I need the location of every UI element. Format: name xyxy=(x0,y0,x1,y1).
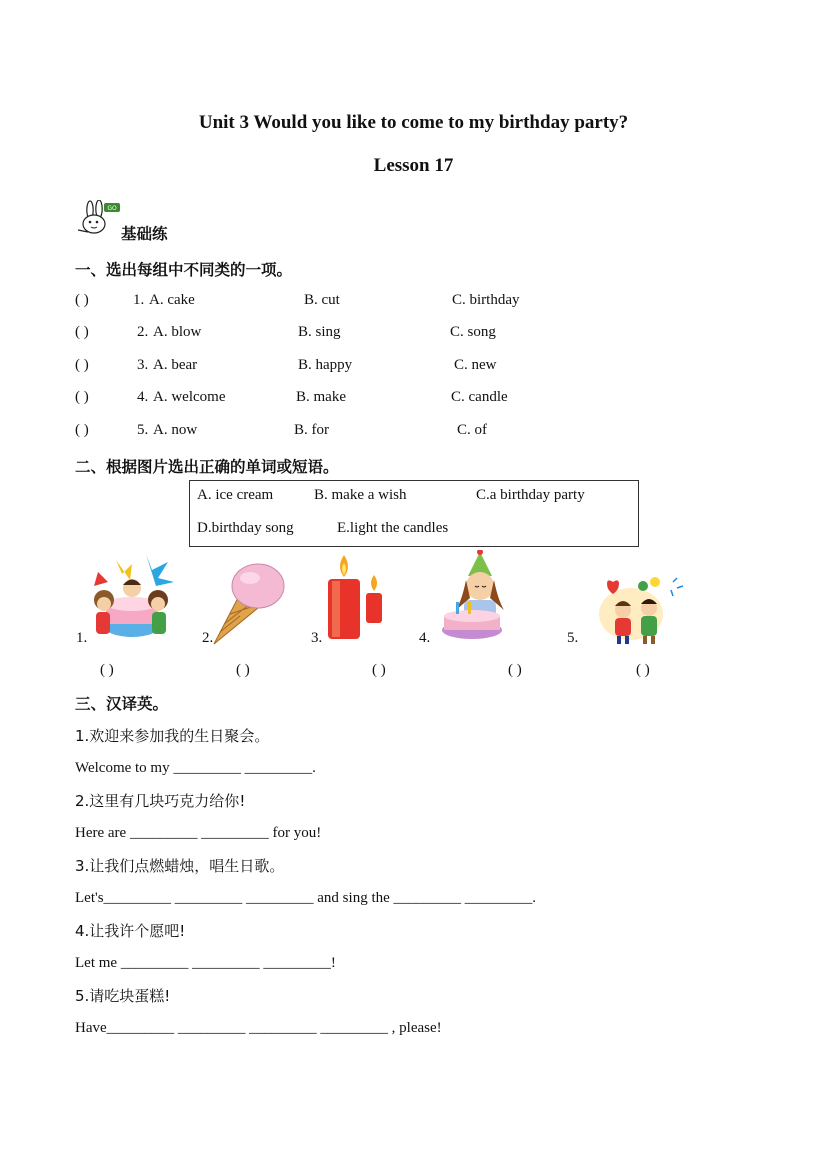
singing-kids-icon xyxy=(595,576,687,651)
translation-answer-line[interactable]: Welcome to my _________ _________. xyxy=(75,760,316,776)
answer-paren[interactable]: ( ) xyxy=(372,662,386,678)
answer-paren[interactable]: ( ) xyxy=(100,662,114,678)
page-title: Unit 3 Would you like to come to my birthday party? xyxy=(198,112,629,133)
question-number: 3. xyxy=(137,357,149,373)
translation-prompt: 2.这里有几块巧克力给你! xyxy=(75,792,246,810)
option-c: C. birthday xyxy=(452,292,520,308)
answer-paren[interactable]: ( ) xyxy=(236,662,250,678)
picture-number: 5. xyxy=(567,630,579,646)
candles-icon xyxy=(324,553,386,646)
option-b: B. make xyxy=(296,389,346,405)
option-c: C. new xyxy=(454,357,497,373)
picture-number: 4. xyxy=(419,630,431,646)
question-number: 5. xyxy=(137,422,149,438)
svg-text:GO: GO xyxy=(107,205,117,212)
option-a: A. now xyxy=(153,422,198,438)
question-number: 4. xyxy=(137,389,149,405)
answer-paren[interactable]: ( ) xyxy=(75,357,89,373)
word-bank-option: B. make a wish xyxy=(314,487,407,503)
answer-paren[interactable]: ( ) xyxy=(75,422,89,438)
option-a: A. blow xyxy=(153,324,202,340)
answer-paren[interactable]: ( ) xyxy=(75,292,89,308)
translation-prompt: 1.欢迎来参加我的生日聚会。 xyxy=(75,727,270,745)
translation-prompt: 4.让我许个愿吧! xyxy=(75,922,186,940)
word-bank-option: C.a birthday party xyxy=(476,487,585,503)
option-b: B. for xyxy=(294,422,329,438)
option-c: C. candle xyxy=(451,389,508,405)
option-a: A. welcome xyxy=(153,389,226,405)
option-a: A. cake xyxy=(149,292,195,308)
translation-answer-line[interactable]: Let's_________ _________ _________ and sing the _________ _________. xyxy=(75,890,537,906)
option-b: B. cut xyxy=(304,292,340,308)
lesson-title: Lesson 17 xyxy=(373,155,454,176)
party-kids-icon xyxy=(86,552,176,649)
option-a: A. bear xyxy=(153,357,198,373)
girl-wish-cake-icon xyxy=(436,550,516,647)
option-b: B. happy xyxy=(298,357,353,373)
translation-answer-line[interactable]: Here are _________ _________ for you! xyxy=(75,825,322,841)
translation-prompt: 5.请吃块蛋糕! xyxy=(75,987,171,1005)
bunny-icon xyxy=(76,200,122,241)
option-c: C. of xyxy=(457,422,487,438)
word-bank-option: E.light the candles xyxy=(337,520,449,536)
ice-cream-icon xyxy=(210,560,288,651)
picture-number: 3. xyxy=(311,630,323,646)
section-badge-label: 基础练 xyxy=(121,225,168,243)
picture-number: 2. xyxy=(202,630,214,646)
answer-paren[interactable]: ( ) xyxy=(75,389,89,405)
question-number: 2. xyxy=(137,324,149,340)
word-bank-option: A. ice cream xyxy=(197,487,274,503)
word-bank-option: D.birthday song xyxy=(197,520,294,536)
translation-answer-line[interactable]: Have_________ _________ _________ _________ , please! xyxy=(75,1020,442,1036)
answer-paren[interactable]: ( ) xyxy=(75,324,89,340)
answer-paren[interactable]: ( ) xyxy=(636,662,650,678)
picture-number: 1. xyxy=(76,630,88,646)
translation-answer-line[interactable]: Let me _________ _________ _________! xyxy=(75,955,336,971)
option-c: C. song xyxy=(450,324,496,340)
section2-heading: 二、根据图片选出正确的单词或短语。 xyxy=(75,458,339,476)
option-b: B. sing xyxy=(298,324,341,340)
question-number: 1. xyxy=(133,292,145,308)
answer-paren[interactable]: ( ) xyxy=(508,662,522,678)
section3-heading: 三、汉译英。 xyxy=(75,695,169,713)
translation-prompt: 3.让我们点燃蜡烛，唱生日歌。 xyxy=(75,857,285,875)
section1-heading: 一、选出每组中不同类的一项。 xyxy=(75,261,293,279)
